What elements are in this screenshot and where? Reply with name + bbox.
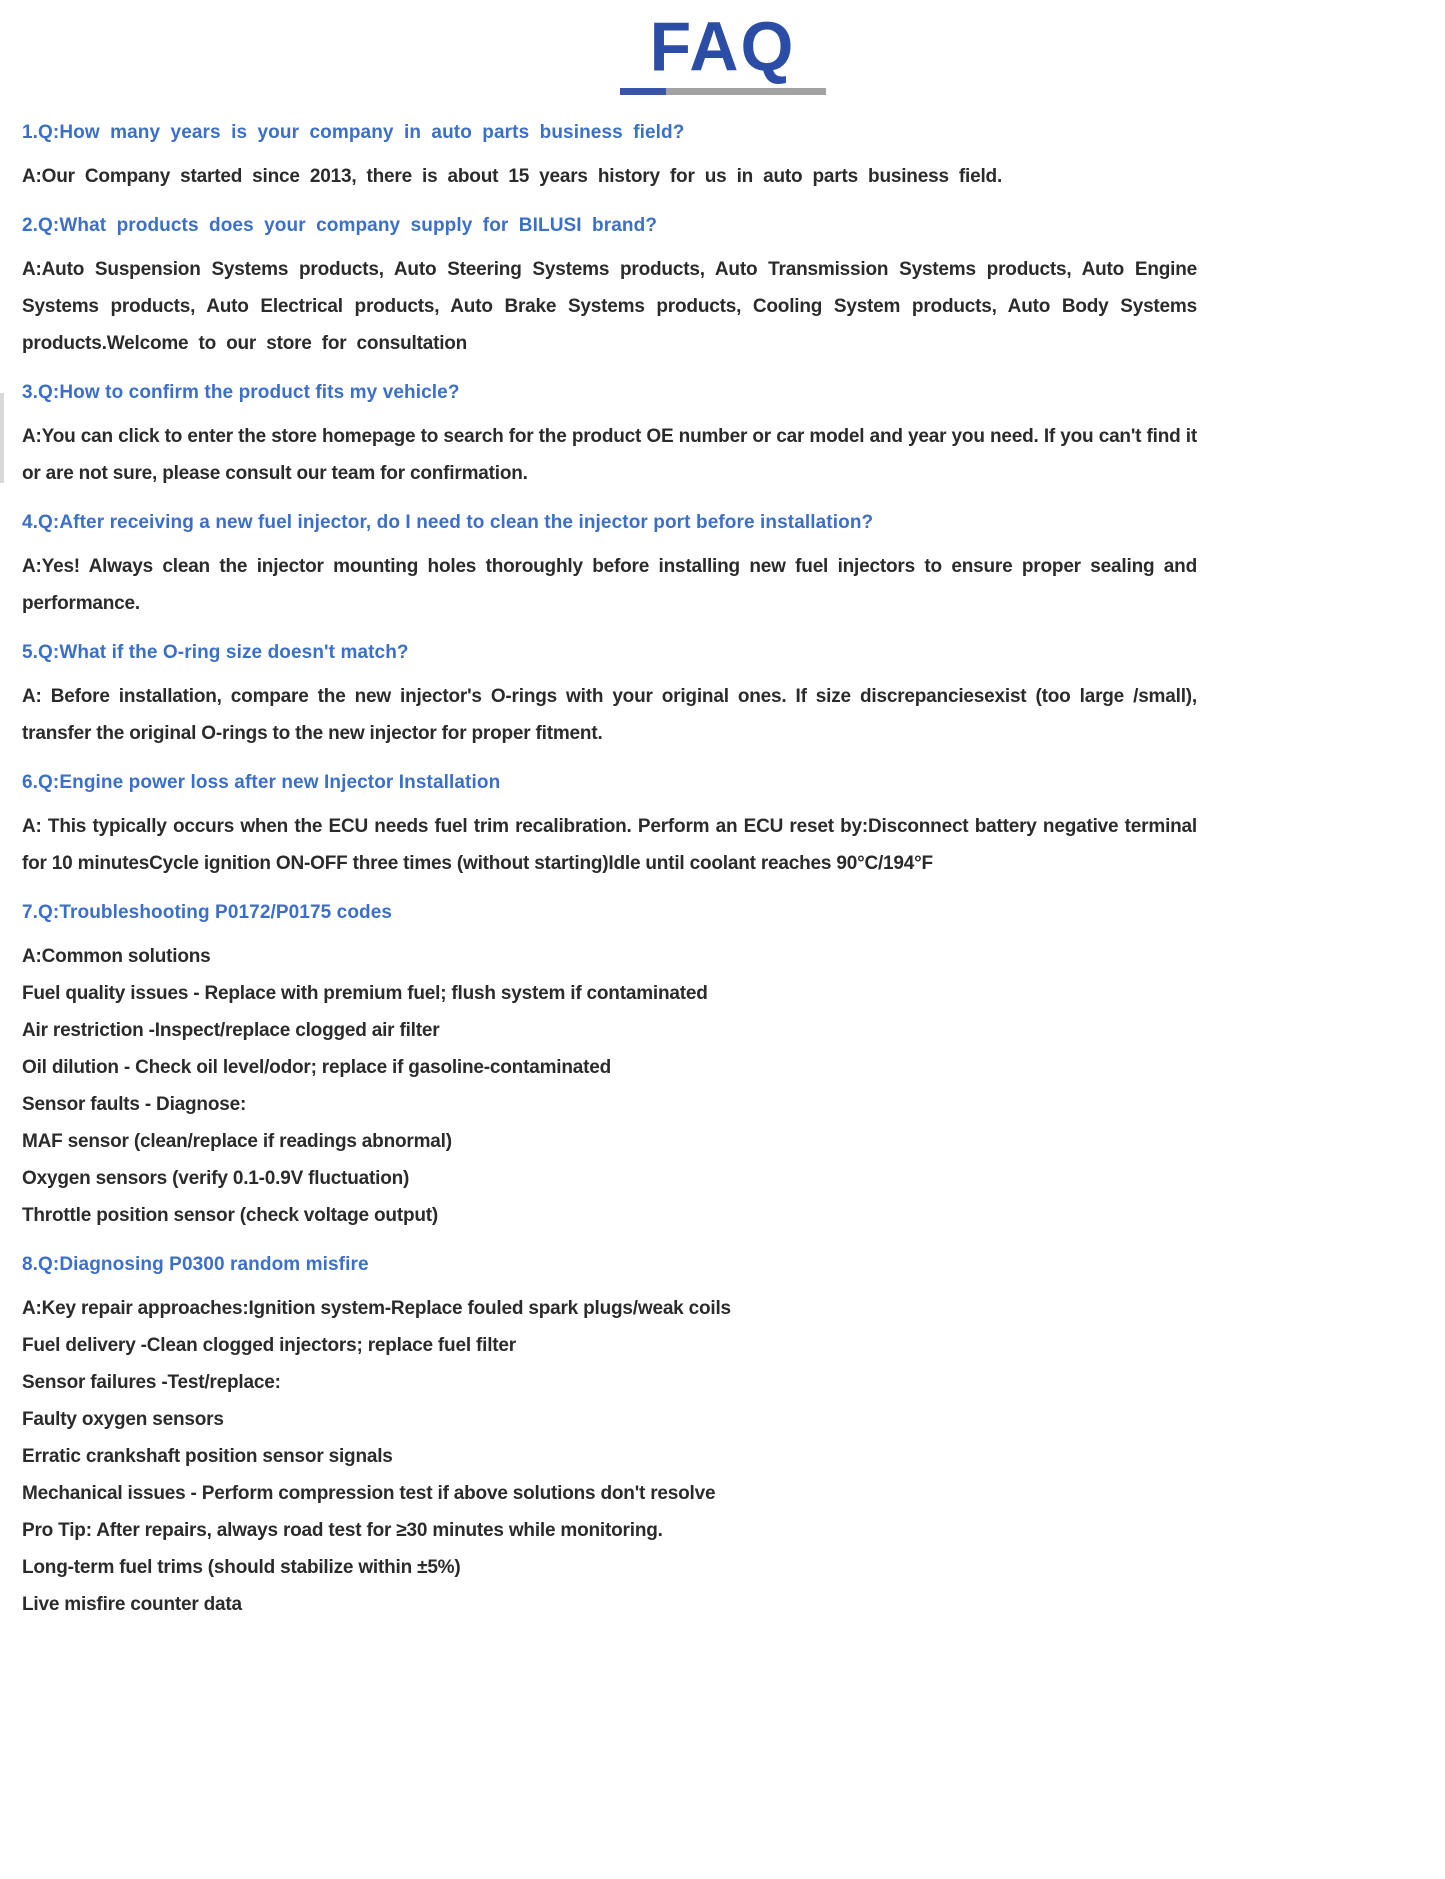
faq-item-4 — [22, 511, 1197, 622]
answer-line: Fuel delivery -Clean clogged injectors; replace fuel filter — [22, 1335, 516, 1356]
answer-line: Throttle position sensor (check voltage output) — [22, 1205, 439, 1226]
faq-answer — [22, 938, 1197, 1234]
answer-line: Sensor failures -Test/replace: — [22, 1372, 281, 1393]
faq-content — [0, 95, 1197, 1623]
faq-answer — [22, 1290, 1197, 1623]
answer-line: Oil dilution - Check oil level/odor; replace if gasoline-contaminated — [22, 1057, 612, 1078]
faq-question: 1.Q:How many years is your company in auto parts business field? — [22, 122, 685, 143]
answer-line: Sensor faults - Diagnose: — [22, 1094, 247, 1115]
answer-line: A:Common solutions — [22, 946, 211, 967]
answer-line: Erratic crankshaft position sensor signals — [22, 1446, 393, 1467]
faq-item-8 — [22, 1253, 1197, 1623]
faq-question: 5.Q:What if the O-ring size doesn't match? — [22, 642, 409, 663]
faq-item-3 — [22, 381, 1197, 492]
faq-question: 6.Q:Engine power loss after new Injector Installation — [22, 772, 501, 793]
faq-question: 7.Q:Troubleshooting P0172/P0175 codes — [22, 902, 393, 923]
faq-item-7 — [22, 901, 1197, 1234]
answer-line: Pro Tip: After repairs, always road test for ≥30 minutes while monitoring. — [22, 1520, 663, 1541]
answer-line: A:Auto Suspension Systems products, Auto Steering Systems products, Auto Transmission Systems products, Auto Engine Systems products, Auto Electrical products, Auto Brake Systems products, Cooling System products, Auto Body Systems products.Welcome to our store for consultation — [22, 259, 1197, 354]
answer-line: Oxygen sensors (verify 0.1-0.9V fluctuation) — [22, 1168, 410, 1189]
answer-line: Mechanical issues - Perform compression test if above solutions don't resolve — [22, 1483, 716, 1504]
faq-answer — [22, 418, 1197, 492]
answer-line: Fuel quality issues - Replace with premium fuel; flush system if contaminated — [22, 983, 708, 1004]
faq-item-5 — [22, 641, 1197, 752]
faq-question: 4.Q:After receiving a new fuel injector, do I need to clean the injector port before installation? — [22, 512, 874, 533]
answer-line: A:Our Company started since 2013, there is about 15 years history for us in auto parts business field. — [22, 166, 1003, 187]
page-title: FAQ — [649, 7, 796, 87]
answer-line: Long-term fuel trims (should stabilize within ±5%) — [22, 1557, 461, 1578]
answer-line: Air restriction -Inspect/replace clogged air filter — [22, 1020, 440, 1041]
faq-question: 2.Q:What products does your company supply for BILUSI brand? — [22, 215, 658, 236]
page-header — [0, 0, 1445, 95]
answer-line: Live misfire counter data — [22, 1594, 242, 1615]
answer-line: A:Yes! Always clean the injector mounting holes thoroughly before installing new fuel injectors to ensure proper sealing and performance. — [22, 556, 1197, 614]
underline-accent-segment — [620, 88, 666, 95]
answer-line: A: Before installation, compare the new injector's O-rings with your original ones. If size discrepanciesexist (too large /small), transfer the original O-rings to the new injector for proper fitment. — [22, 686, 1197, 744]
faq-item-6 — [22, 771, 1197, 882]
faq-answer — [22, 548, 1197, 622]
title-underline — [620, 88, 826, 95]
faq-answer — [22, 251, 1197, 362]
faq-item-1 — [22, 121, 1197, 195]
left-edge-artifact — [0, 393, 4, 483]
answer-line: A:Key repair approaches:Ignition system-Replace fouled spark plugs/weak coils — [22, 1298, 731, 1319]
answer-line: MAF sensor (clean/replace if readings abnormal) — [22, 1131, 452, 1152]
faq-answer — [22, 808, 1197, 882]
underline-gray-segment — [666, 88, 826, 95]
answer-line: Faulty oxygen sensors — [22, 1409, 224, 1430]
faq-answer — [22, 678, 1197, 752]
faq-answer — [22, 158, 1197, 195]
faq-question: 3.Q:How to confirm the product fits my vehicle? — [22, 382, 460, 403]
answer-line: A: This typically occurs when the ECU needs fuel trim recalibration. Perform an ECU reset by:Disconnect battery negative terminal for 10 minutesCycle ignition ON-OFF three times (without starting)Idle until coolant reaches 90°C/194°F — [22, 816, 1197, 874]
answer-line: A:You can click to enter the store homepage to search for the product OE number or car model and year you need. If you can't find it or are not sure, please consult our team for confirmation. — [22, 426, 1197, 484]
faq-question: 8.Q:Diagnosing P0300 random misfire — [22, 1254, 369, 1275]
faq-item-2 — [22, 214, 1197, 362]
